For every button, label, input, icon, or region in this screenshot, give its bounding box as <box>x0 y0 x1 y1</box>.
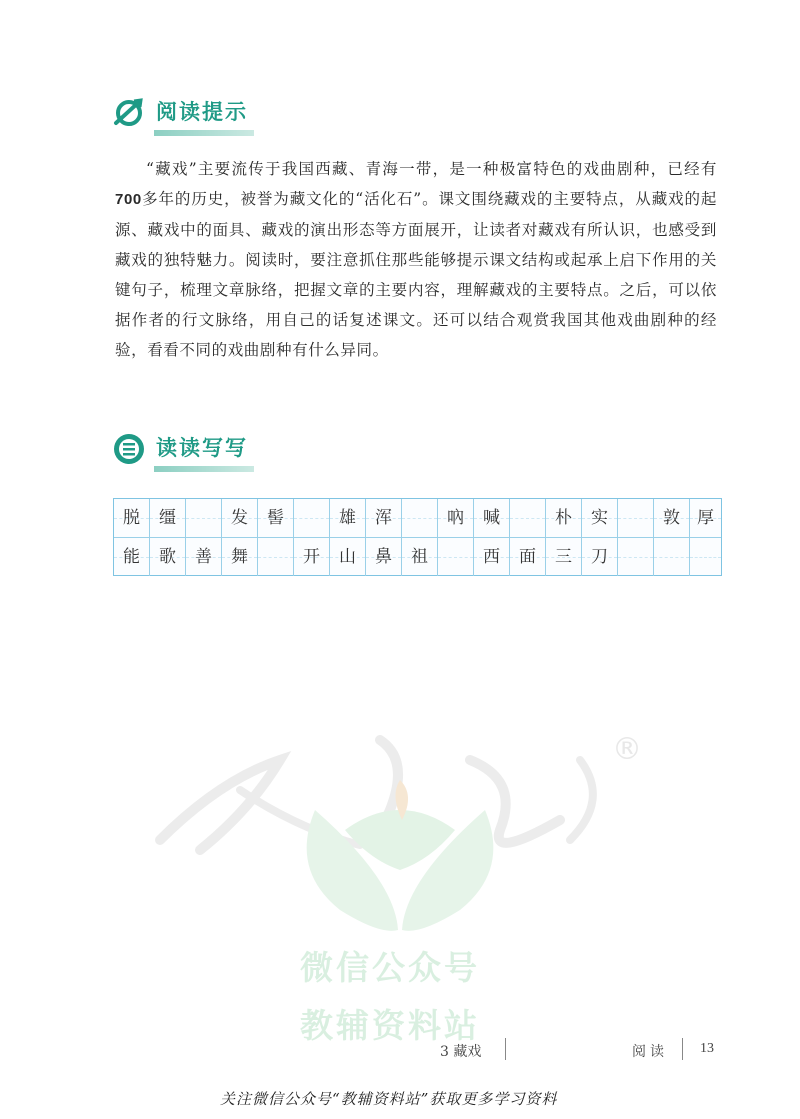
paragraph-text-1: “藏戏”主要流传于我国西藏、青海一带，是一种极富特色的戏曲剧种，已经有 <box>146 160 717 178</box>
grid-cell: 敦 <box>654 499 690 537</box>
grid-cell <box>294 499 330 537</box>
grid-cell: 鼻 <box>366 538 402 576</box>
grid-cell: 喊 <box>474 499 510 537</box>
grid-cell: 刀 <box>582 538 618 576</box>
grid-cell: 朴 <box>546 499 582 537</box>
grid-cell <box>618 499 654 537</box>
grid-cell: 三 <box>546 538 582 576</box>
footer-divider <box>505 1038 506 1060</box>
vocabulary-row-2 <box>114 537 721 576</box>
grid-cell <box>438 538 474 576</box>
read-write-icon <box>112 432 146 466</box>
registered-mark: ® <box>612 732 642 767</box>
paragraph-number: 700 <box>115 191 142 208</box>
paragraph-text-2: 多年的历史，被誉为藏文化的“活化石”。课文围绕藏戏的主要特点，从藏戏的起源、藏戏中的面具、藏戏的演出形态等方面展开，让读者对藏戏有所认识，也感受到藏戏的独特魅力。阅读时，要注意抓住那些能够提示课文结构或起承上启下作用的关键句子，梳理文章脉络，把握文章的主要内容，理解藏戏的主要特点。之后，可以依据作者的行文脉络，用自己的话复述课文。还可以结合观赏我国其他戏曲剧种的经验，看看不同的戏曲剧种有什么异同。 <box>115 190 717 359</box>
footer-divider <box>682 1038 683 1060</box>
grid-cell: 厚 <box>690 499 721 537</box>
grid-cell: 面 <box>510 538 546 576</box>
grid-cell <box>654 538 690 576</box>
grid-cell: 缰 <box>150 499 186 537</box>
grid-cell <box>618 538 654 576</box>
grid-cell <box>258 538 294 576</box>
grid-cell: 山 <box>330 538 366 576</box>
reading-hint-header <box>112 96 248 130</box>
grid-cell: 发 <box>222 499 258 537</box>
watermark-text-line2: 教辅资料站 <box>300 1006 480 1045</box>
grid-cell <box>186 499 222 537</box>
page-number: 13 <box>700 1041 714 1056</box>
grid-cell: 脱 <box>114 499 150 537</box>
publisher-watermark-logo <box>140 720 680 950</box>
grid-cell: 善 <box>186 538 222 576</box>
watermark-text-line1: 微信公众号 <box>300 948 480 987</box>
vocabulary-grid <box>113 498 722 576</box>
footer-lesson: 3 藏戏 <box>440 1044 482 1060</box>
grid-cell: 祖 <box>402 538 438 576</box>
grid-cell: 髻 <box>258 499 294 537</box>
grid-cell: 西 <box>474 538 510 576</box>
footer-section: 阅读 <box>632 1044 668 1060</box>
grid-cell: 实 <box>582 499 618 537</box>
grid-cell: 舞 <box>222 538 258 576</box>
grid-cell: 开 <box>294 538 330 576</box>
reading-hint-title: 阅读提示 <box>156 96 248 130</box>
read-write-title: 读读写写 <box>156 432 248 466</box>
vocabulary-row-1 <box>114 499 721 537</box>
grid-cell: 能 <box>114 538 150 576</box>
grid-cell: 浑 <box>366 499 402 537</box>
grid-cell: 吶 <box>438 499 474 537</box>
grid-cell <box>510 499 546 537</box>
grid-cell: 歌 <box>150 538 186 576</box>
grid-cell <box>402 499 438 537</box>
grid-cell: 雄 <box>330 499 366 537</box>
bottom-note: 关注微信公众号“教辅资料站”获取更多学习资料 <box>220 1090 558 1108</box>
grid-cell <box>690 538 721 576</box>
reading-hint-paragraph <box>115 154 717 365</box>
reading-hint-icon <box>112 96 146 130</box>
read-write-header <box>112 432 248 466</box>
